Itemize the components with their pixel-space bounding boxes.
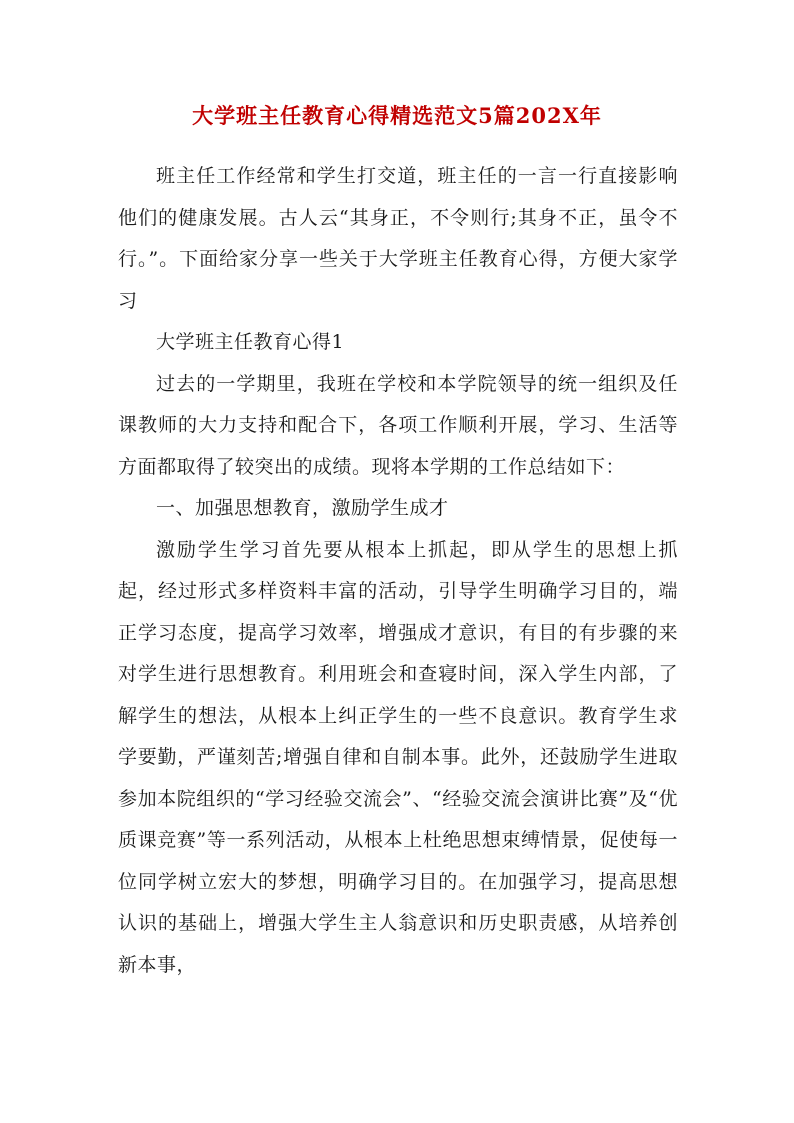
section-heading-1: 大学班主任教育心得1	[156, 331, 345, 353]
paragraph-summary: 过去的一学期里，我班在学校和本学院领导的统一组织及任课教师的大力支持和配合下，各项工作顺利开展，学习、生活等方面都取得了较突出的成绩。现将本学期的工作总结如下：	[118, 372, 678, 478]
paragraph-intro: 班主任工作经常和学生打交道，班主任的一言一行直接影响他们的健康发展。古人云“其身正，不令则行;其身不正，虽令不行。”。下面给家分享一些关于大学班主任教育心得，方便大家学习	[118, 165, 678, 312]
paragraph-thought-education: 激励学生学习首先要从根本上抓起，即从学生的思想上抓起，经过形式多样资料丰富的活动，引导学生明确学习目的，端正学习态度，提高学习效率，增强成才意识，有目的有步骤的来对学生进行思想教育。利用班会和查寝时间，深入学生内部，了解学生的想法，从根本上纠正学生的一些不良意识。教育学生求学要勤，严谨刻苦;增强自律和自制本事。此外，还鼓励学生进取参加本院组织的“学习经验交流会”、“经验交流会演讲比赛”及“优质课竞赛”等一系列活动，从根本上杜绝思想束缚情景，促使每一位同学树立宏大的梦想，明确学习目的。在加强学习，提高思想认识的基础上，增强大学生主人翁意识和历史职责感，从培养创新本事，	[118, 538, 678, 976]
document-body	[118, 156, 678, 986]
document-title: 大学班主任教育心得精选范文5篇202X年	[192, 103, 602, 128]
subsection-heading-1: 一、加强思想教育，激励学生成才	[156, 497, 449, 519]
